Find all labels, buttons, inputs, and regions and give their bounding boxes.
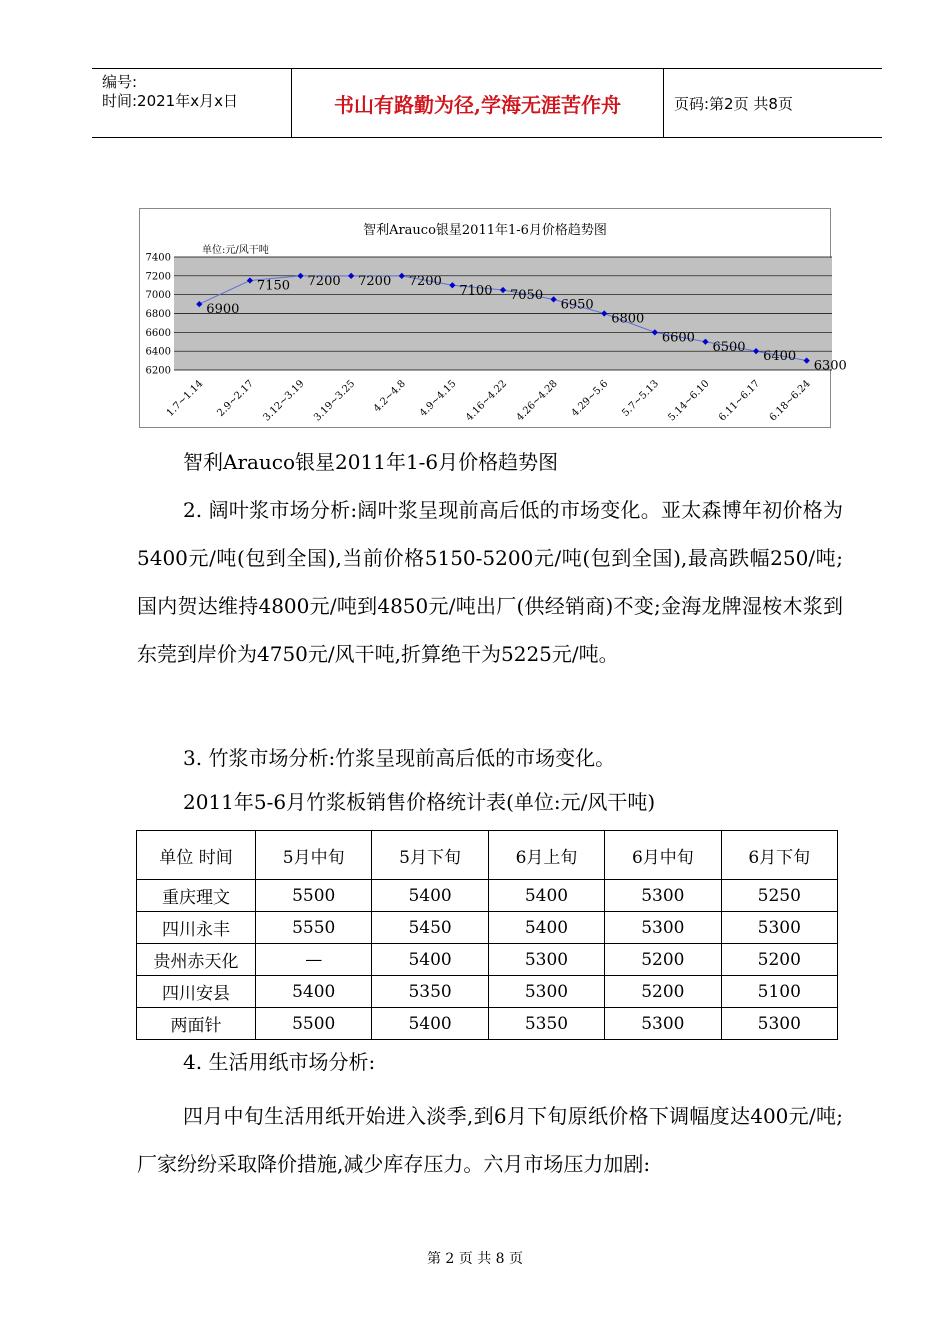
- chart-x-tick-label: 3.19~3.25: [312, 378, 358, 424]
- table-unit-cell: 两面针: [137, 1008, 256, 1040]
- table-header-cell: 6月下旬: [721, 831, 837, 880]
- chart-x-tick-label: 3.12~3.19: [261, 378, 307, 424]
- chart-x-tick-label: 1.7~1.14: [164, 378, 206, 420]
- table-row: [137, 1008, 838, 1040]
- chart-x-tick-label: 5.14~6.10: [666, 378, 712, 424]
- chart-data-label: 6400: [763, 349, 797, 365]
- table-title: 2011年5-6月竹浆板销售价格统计表(单位:元/风干吨): [183, 790, 656, 814]
- paragraph-tissue-heading: 4. 生活用纸市场分析:: [183, 1050, 376, 1074]
- table-price-cell: 5400: [256, 976, 372, 1008]
- table-unit-cell: 贵州赤天化: [137, 944, 256, 976]
- table-price-cell: —: [256, 944, 372, 976]
- chart-x-tick-label: 5.7~5.13: [620, 378, 661, 420]
- chart-data-label: 6800: [611, 311, 645, 327]
- table-price-cell: 5300: [605, 1008, 721, 1040]
- chart-data-label: 6600: [661, 330, 695, 346]
- table-price-cell: 5400: [372, 1008, 488, 1040]
- chart-y-tick-label: 6400: [145, 346, 171, 358]
- table-unit-cell: 四川安县: [137, 976, 256, 1008]
- header-page-info: 页码:第2页 共8页: [674, 94, 793, 113]
- table-price-cell: 5300: [721, 912, 837, 944]
- table-price-cell: 5500: [256, 1008, 372, 1040]
- chart-x-tick-label: 4.26~4.28: [514, 378, 560, 424]
- chart-data-label: 7200: [408, 273, 442, 289]
- table-price-cell: 5250: [721, 880, 837, 912]
- table-row: [137, 912, 838, 944]
- chart-x-tick-label: 4.29~5.6: [569, 378, 611, 420]
- table-price-cell: 5300: [605, 912, 721, 944]
- table-price-cell: 5300: [488, 944, 604, 976]
- chart-y-tick-label: 6600: [145, 327, 171, 339]
- code-label: 编号:: [102, 73, 138, 91]
- chart-x-tick-label: 4.2~4.8: [371, 378, 408, 415]
- table-header-cell: 5月下旬: [372, 831, 488, 880]
- header-motto: 书山有路勤为径,学海无涯苦作舟: [292, 69, 664, 137]
- chart-title: 智利Arauco银星2011年1-6月价格趋势图: [363, 223, 607, 238]
- table-header-row: [137, 831, 838, 880]
- table-price-cell: 5300: [721, 1008, 837, 1040]
- table-body: [137, 880, 838, 1040]
- table-price-cell: 5550: [256, 912, 372, 944]
- table-price-cell: 5300: [488, 976, 604, 1008]
- chart-svg: [140, 209, 847, 427]
- table-price-cell: 5200: [605, 944, 721, 976]
- chart-data-label: 7050: [510, 287, 544, 303]
- chart-y-tick-label: 7400: [145, 252, 171, 264]
- page-header: [92, 68, 882, 138]
- paragraph-hardwood-pulp: 2. 阔叶浆市场分析:阔叶浆呈现前高后低的市场变化。亚太森博年初价格为5400元/吨(包到全国),当前价格5150-5200元/吨(包到全国),最高跌幅250/吨;国内贺达维持4800元/吨到4850元/吨出厂(供经销商)不变;金海龙牌湿桉木浆到东莞到岸价为4750元/风干吨,折算绝干为5225元/吨。: [137, 498, 843, 666]
- table-price-cell: 5400: [488, 880, 604, 912]
- table-price-cell: 5350: [488, 1008, 604, 1040]
- table-header-cell: 5月中旬: [256, 831, 372, 880]
- paragraph-tissue-market: 四月中旬生活用纸开始进入淡季,到6月下旬原纸价格下调幅度达400元/吨;厂家纷纷采取降价措施,减少库存压力。六月市场压力加剧:: [137, 1104, 843, 1176]
- chart-y-tick-label: 6200: [145, 365, 171, 377]
- chart-data-label: 6950: [560, 297, 594, 313]
- price-trend-chart: [139, 208, 847, 428]
- chart-data-label: 6300: [813, 358, 847, 374]
- chart-x-tick-label: 4.16~4.22: [463, 378, 510, 424]
- table-price-cell: 5200: [721, 944, 837, 976]
- paragraph-bamboo-pulp: 3. 竹浆市场分析:竹浆呈现前高后低的市场变化。: [183, 746, 616, 770]
- chart-x-tick-label: 2.9~2.17: [215, 378, 257, 420]
- chart-unit-note: 单位:元/风干吨: [202, 245, 269, 256]
- bamboo-price-table: [136, 830, 838, 1040]
- table-row: [137, 976, 838, 1008]
- chart-y-tick-label: 6800: [145, 309, 171, 320]
- table-unit-cell: 重庆理文: [137, 880, 256, 912]
- table-price-cell: 5500: [256, 880, 372, 912]
- page-footer: 第 2 页 共 8 页: [426, 1251, 524, 1267]
- chart-caption: 智利Arauco银星2011年1-6月价格趋势图: [183, 450, 559, 474]
- chart-x-tick-label: 4.9~4.15: [417, 378, 459, 420]
- table-header-cell: 6月中旬: [605, 831, 721, 880]
- table-unit-cell: 四川永丰: [137, 912, 256, 944]
- table-row: [137, 880, 838, 912]
- table-price-cell: 5300: [605, 880, 721, 912]
- chart-data-label: 7150: [256, 278, 291, 294]
- table-price-cell: 5400: [372, 944, 488, 976]
- chart-x-tick-label: 6.11~6.17: [716, 378, 763, 424]
- table-price-cell: 5400: [372, 880, 488, 912]
- table-price-cell: 5200: [605, 976, 721, 1008]
- chart-y-tick-label: 7000: [145, 290, 171, 302]
- table-price-cell: 5400: [488, 912, 604, 944]
- table-row: [137, 944, 838, 976]
- chart-data-label: 7200: [358, 273, 392, 289]
- chart-data-label: 6900: [206, 302, 240, 318]
- header-meta: [92, 69, 292, 137]
- chart-data-label: 7100: [459, 283, 493, 299]
- time-label: 时间:2021年x月x日: [102, 92, 238, 110]
- table-price-cell: 5100: [721, 976, 837, 1008]
- table-price-cell: 5450: [372, 912, 488, 944]
- table-header-cell: 单位 时间: [137, 831, 256, 880]
- table-header-cell: 6月上旬: [488, 831, 604, 880]
- chart-x-tick-label: 6.18~6.24: [767, 378, 813, 424]
- chart-data-label: 7200: [307, 273, 341, 289]
- table-price-cell: 5350: [372, 976, 488, 1008]
- chart-y-tick-label: 7200: [145, 271, 171, 283]
- chart-data-label: 6500: [712, 339, 746, 355]
